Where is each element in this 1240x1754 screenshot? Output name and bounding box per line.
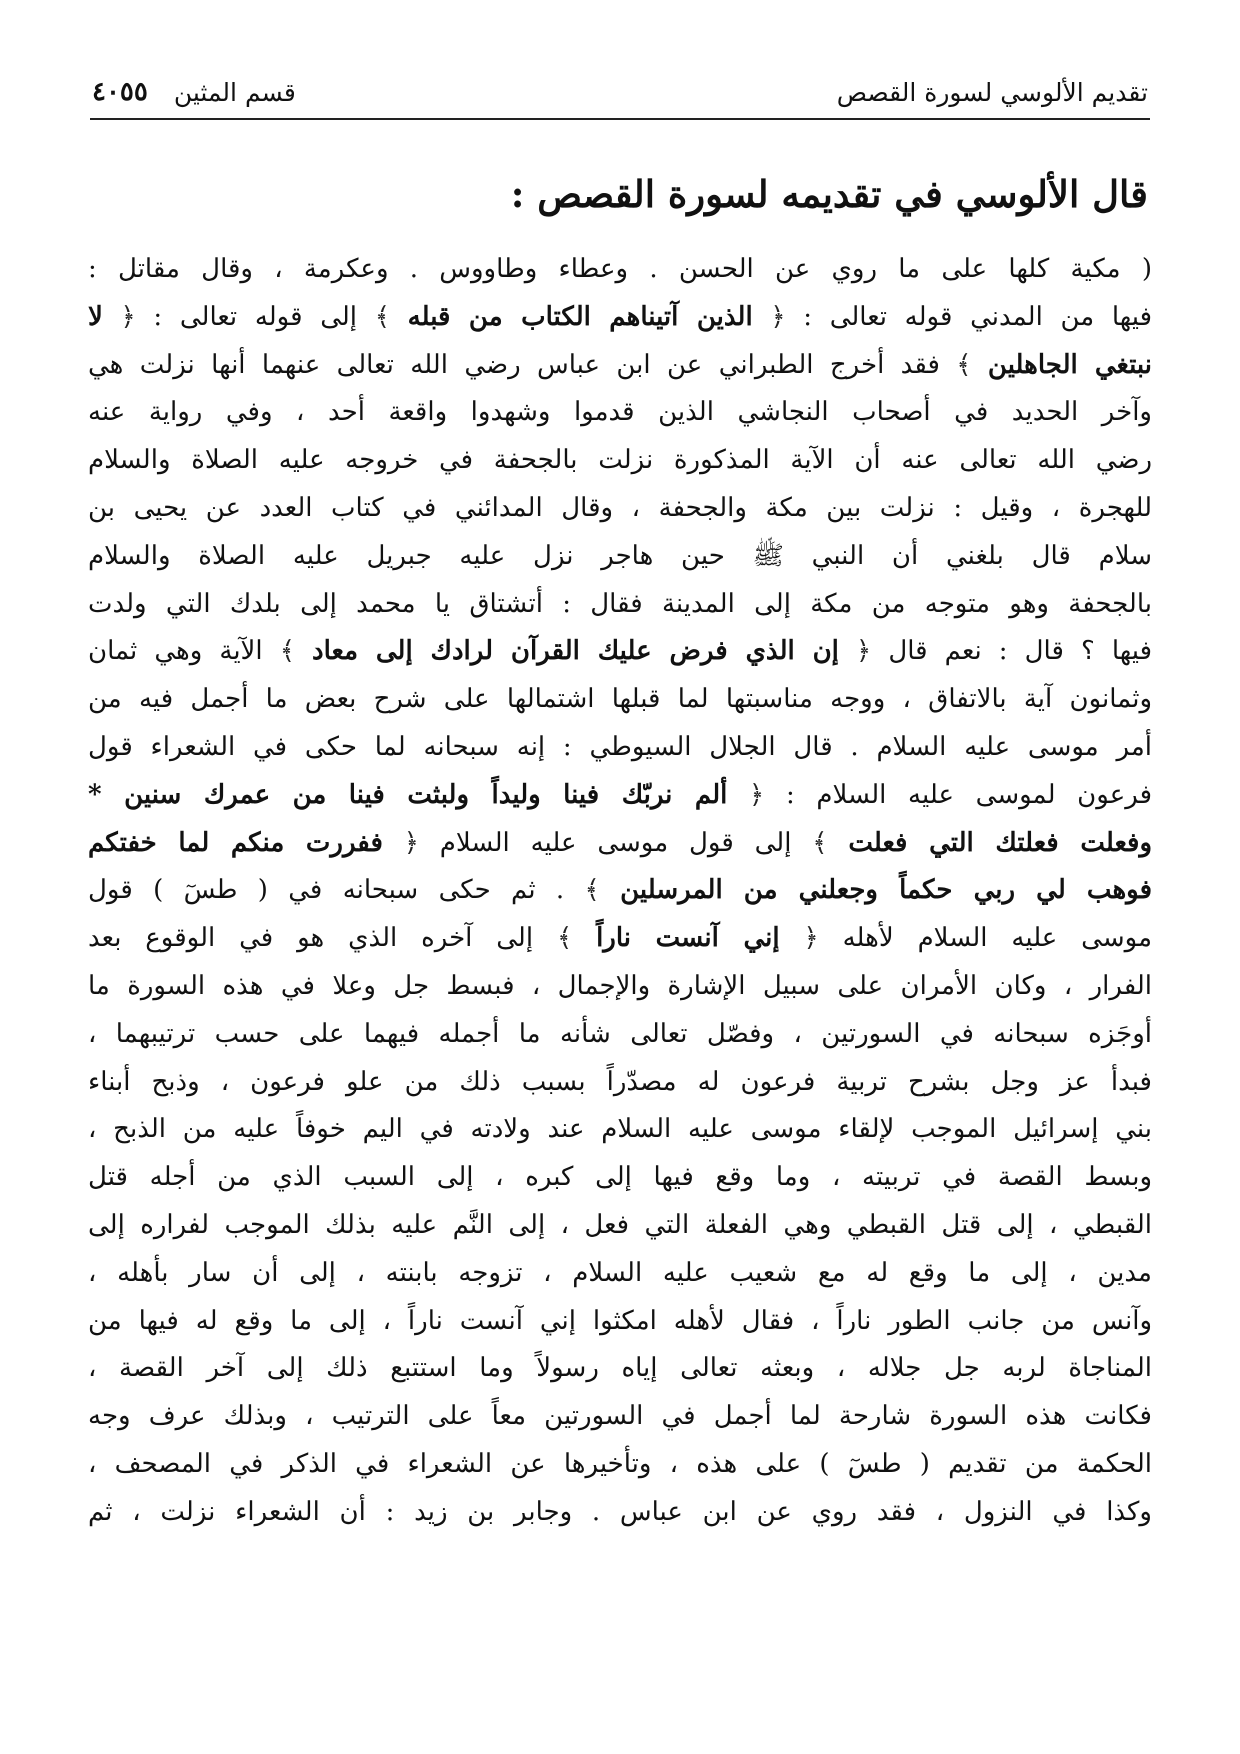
text-line: فرعون لموسى عليه السلام : ﴿ ألم نربّك فينا وليداً ولبثت فينا من عمرك سنين *	[88, 779, 1152, 810]
chapter-running-title: تقديم الألوسي لسورة القصص	[836, 77, 1148, 107]
text-line: الفرار ، وكان الأمران على سبيل الإشارة والإجمال ، فبسط جل وعلا في هذه السورة ما	[88, 970, 1152, 1001]
quran-bracket-open: ﴿	[749, 779, 765, 810]
header-left-group	[92, 77, 296, 107]
text-line: فيها ؟ قال : نعم قال ﴿ إن الذي فرض عليك القرآن لرادك إلى معاد ﴾ الآية وهي ثمان	[88, 636, 1152, 667]
text-line: رضي الله تعالى عنه أن الآية المذكورة نزلت بالجحفة في خروجه عليه الصلاة والسلام	[88, 445, 1152, 476]
quran-quote: ففررت منكم لما خفتكم	[88, 827, 383, 858]
text-line: وآخر الحديد في أصحاب النجاشي الذين قدموا وشهدوا واقعة أحد ، وفي رواية عنه	[88, 397, 1152, 428]
quran-bracket-close: ﴾	[584, 875, 600, 906]
text-line: مدين ، إلى ما وقع له مع شعيب عليه السلام ، تزوجه بابنته ، إلى أن سار بأهله ،	[88, 1257, 1152, 1288]
section-heading: قال الألوسي في تقديمه لسورة القصص :	[510, 172, 1148, 216]
running-header	[92, 70, 1148, 114]
quran-bracket-open: ﴿	[120, 301, 136, 332]
quran-bracket-open: ﴿	[803, 923, 819, 954]
text-line: فكانت هذه السورة شارحة لما أجمل في السورتين معاً على الترتيب ، وبذلك عرف وجه	[88, 1401, 1152, 1432]
quran-quote: فوهب لي ربي حكماً وجعلني من المرسلين	[620, 875, 1152, 906]
text-line: أوجَزه سبحانه في السورتين ، وفصّل تعالى شأنه ما أجمله فيهما على حسب ترتيبهما ،	[88, 1018, 1152, 1049]
quran-bracket-close: ﴾	[812, 827, 828, 858]
text-line: الحكمة من تقديم ( طسٓ ) على هذه ، وتأخيرها عن الشعراء في الذكر في المصحف ،	[88, 1448, 1152, 1479]
quran-bracket-close: ﴾	[374, 301, 390, 332]
text-line: وفعلت فعلتك التي فعلت ﴾ إلى قول موسى عليه السلام ﴿ ففررت منكم لما خفتكم	[88, 827, 1152, 858]
text-line: المناجاة لربه جل جلاله ، وبعثه تعالى إياه رسولاً وما استتبع ذلك إلى آخر القصة ،	[88, 1353, 1152, 1384]
quran-bracket-open: ﴿	[856, 636, 872, 667]
section-label: قسم المثين	[173, 77, 296, 107]
quran-quote: إني آنست ناراً	[596, 923, 780, 954]
text-line: ( مكية كلها على ما روي عن الحسن . وعطاء وطاووس . وعكرمة ، وقال مقاتل :	[88, 254, 1152, 284]
header-divider	[90, 118, 1150, 120]
text-line: فيها من المدني قوله تعالى : ﴿ الذين آتيناهم الكتاب من قبله ﴾ إلى قوله تعالى : ﴿ لا	[88, 301, 1152, 332]
text-line: بالجحفة وهو متوجه من مكة إلى المدينة فقال : أتشتاق يا محمد إلى بلدك التي ولدت	[88, 588, 1152, 619]
text-line: وآنس من جانب الطور ناراً ، فقال لأهله امكثوا إني آنست ناراً ، إلى ما وقع له فيها من	[88, 1305, 1152, 1336]
quran-bracket-close: ﴾	[956, 349, 972, 380]
text-line: وكذا في النزول ، فقد روي عن ابن عباس . وجابر بن زيد : أن الشعراء نزلت ، ثم	[88, 1496, 1152, 1527]
text-line: موسى عليه السلام لأهله ﴿ إني آنست ناراً ﴾ إلى آخره الذي هو في الوقوع بعد	[88, 923, 1152, 954]
text-line: سلام قال بلغني أن النبي ﷺ حين هاجر نزل عليه جبريل عليه الصلاة والسلام	[88, 540, 1152, 571]
quran-bracket-open: ﴿	[403, 827, 419, 858]
text-line: أمر موسى عليه السلام . قال الجلال السيوطي : إنه سبحانه لما حكى في الشعراء قول	[88, 731, 1152, 762]
quran-quote: وفعلت فعلتك التي فعلت	[848, 827, 1152, 858]
quran-quote: ألم نربّك فينا وليداً ولبثت فينا من عمرك سنين *	[88, 779, 728, 810]
text-line: فوهب لي ربي حكماً وجعلني من المرسلين ﴾ . ثم حكى سبحانه في ( طسٓ ) قول	[88, 875, 1152, 906]
text-line: فبدأ عز وجل بشرح تربية فرعون له مصدّراً بسبب ذلك من علو فرعون ، وذبح أبناء	[88, 1066, 1152, 1097]
quran-quote: إن الذي فرض عليك القرآن لرادك إلى معاد	[312, 636, 839, 667]
quran-quote: لا	[88, 301, 103, 332]
text-line: القبطي ، إلى قتل القبطي وهي الفعلة التي فعل ، إلى النَّم عليه بذلك الموجب لفراره إلى	[88, 1209, 1152, 1240]
quran-bracket-open: ﴿	[770, 301, 786, 332]
text-line: نبتغي الجاهلين ﴾ فقد أخرج الطبراني عن ابن عباس رضي الله تعالى عنهما أنها نزلت هي	[88, 349, 1152, 380]
text-line: وثمانون آية بالاتفاق ، ووجه مناسبتها لما قبلها اشتمالها على شرح بعض ما أجمل فيه من	[88, 684, 1152, 715]
quran-quote: الذين آتيناهم الكتاب من قبله	[407, 301, 753, 332]
page-number: ٤٠٥٥	[92, 77, 148, 107]
text-line: للهجرة ، وقيل : نزلت بين مكة والجحفة ، وقال المدائني في كتاب العدد عن يحيى بن	[88, 492, 1152, 523]
quran-bracket-close: ﴾	[556, 923, 573, 954]
quran-bracket-close: ﴾	[279, 636, 295, 667]
text-line: بني إسرائيل الموجب لإلقاء موسى عليه السلام عند ولادته في اليم خوفاً عليه من الذبح ،	[88, 1114, 1152, 1145]
quran-quote: نبتغي الجاهلين	[987, 349, 1152, 380]
text-line: وبسط القصة في تربيته ، وما وقع فيها إلى كبره ، إلى السبب الذي من أجله قتل	[88, 1162, 1152, 1193]
body-text	[88, 246, 1152, 1537]
